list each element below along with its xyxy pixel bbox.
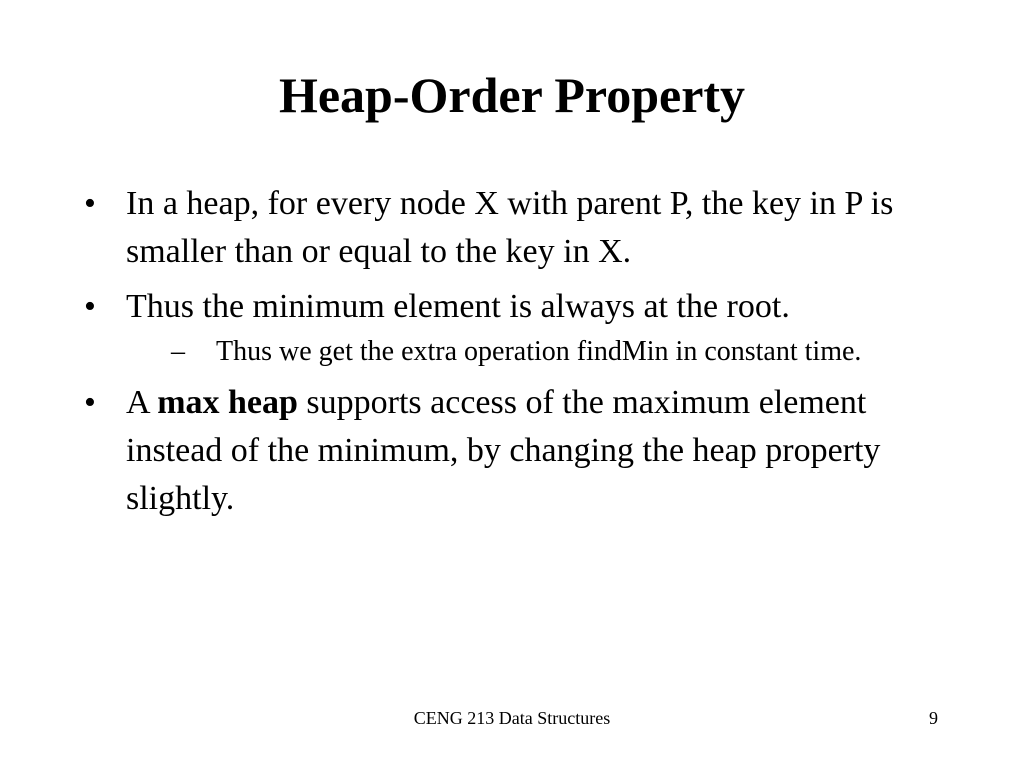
bullet-text: Thus the minimum element is always at the root. xyxy=(126,288,790,325)
sub-bullet-text: Thus we get the extra operation findMin in constant time. xyxy=(216,336,862,367)
bullet-text-prefix: A xyxy=(126,384,149,421)
bullet-marker: • xyxy=(84,288,96,325)
bullet-text: In a heap, for every node X with parent P, the key in P is smaller than or equal to the key in X. xyxy=(126,185,894,270)
footer-course: CENG 213 Data Structures xyxy=(413,708,611,728)
sub-bullet-item xyxy=(171,332,938,372)
bullet-text-suffix: supports access of the maximum element instead of the minimum, by changing the heap property slightly. xyxy=(126,384,881,517)
bullet-marker: • xyxy=(84,185,96,222)
sub-bullet-marker: – xyxy=(171,336,185,367)
bullet-item xyxy=(78,379,938,523)
bullet-marker: • xyxy=(84,384,96,421)
sub-bullet-list xyxy=(126,332,938,372)
bullet-item xyxy=(78,180,938,276)
bullet-item xyxy=(78,283,938,372)
slide-title: Heap-Order Property xyxy=(278,67,746,123)
bullet-text-emphasis: max heap xyxy=(157,384,298,421)
bullet-list xyxy=(78,180,938,530)
page-number: 9 xyxy=(929,708,938,728)
